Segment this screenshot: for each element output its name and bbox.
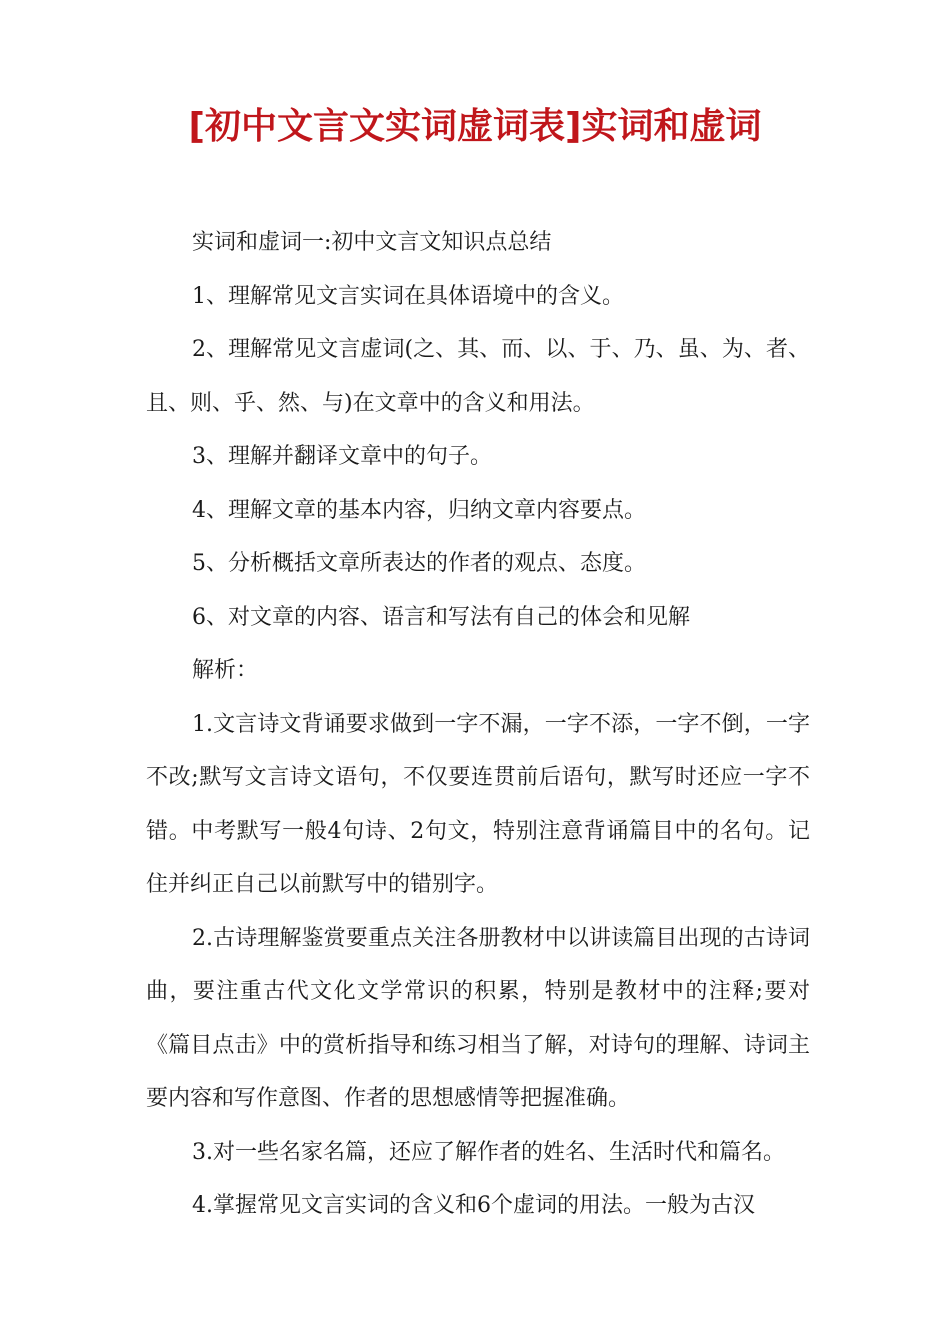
paragraph-analysis-1: 1.文言诗文背诵要求做到一字不漏，一字不添，一字不倒，一字不改;默写文言诗文语句，不仅要连贯前后语句，默写时还应一字不错。中考默写一般4句诗、2句文，特别注意背诵篇目中的名句。记住并纠正自己以前默写中的错别字。 xyxy=(146,711,810,897)
document-title: [初中文言文实词虚词表]实词和虚词 xyxy=(188,106,762,147)
paragraph-intro: 实词和虚词一:初中文言文知识点总结 xyxy=(192,230,552,255)
paragraph-item-5: 5、分析概括文章所表达的作者的观点、态度。 xyxy=(192,551,646,576)
paragraph-analysis-2: 2.古诗理解鉴赏要重点关注各册教材中以讲读篇目出现的古诗词曲，要注重古代文化文学常识的积累，特别是教材中的注释;要对《篇目点击》中的赏析指导和练习相当了解，对诗句的理解、诗词主要内容和写作意图、作者的思想感情等把握准确。 xyxy=(146,925,810,1111)
document-body xyxy=(146,216,810,1233)
paragraph-item-6: 6、对文章的内容、语言和写法有自己的体会和见解 xyxy=(192,604,690,630)
paragraph-item-4: 4、理解文章的基本内容，归纳文章内容要点。 xyxy=(192,497,646,523)
paragraph-item-3: 3、理解并翻译文章中的句子。 xyxy=(192,444,492,469)
paragraph-analysis-4: 4.掌握常见文言实词的含义和6个虚词的用法。一般为古汉 xyxy=(192,1193,755,1218)
paragraph-analysis-heading: 解析： xyxy=(192,658,259,683)
paragraph-item-1: 1、理解常见文言实词在具体语境中的含义。 xyxy=(192,283,624,309)
paragraph-item-2: 2、理解常见文言虚词(之、其、而、以、于、乃、虽、为、者、且、则、乎、然、与)在文章中的含义和用法。 xyxy=(146,337,810,416)
paragraph-analysis-3: 3.对一些名家名篇，还应了解作者的姓名、生活时代和篇名。 xyxy=(192,1139,785,1165)
